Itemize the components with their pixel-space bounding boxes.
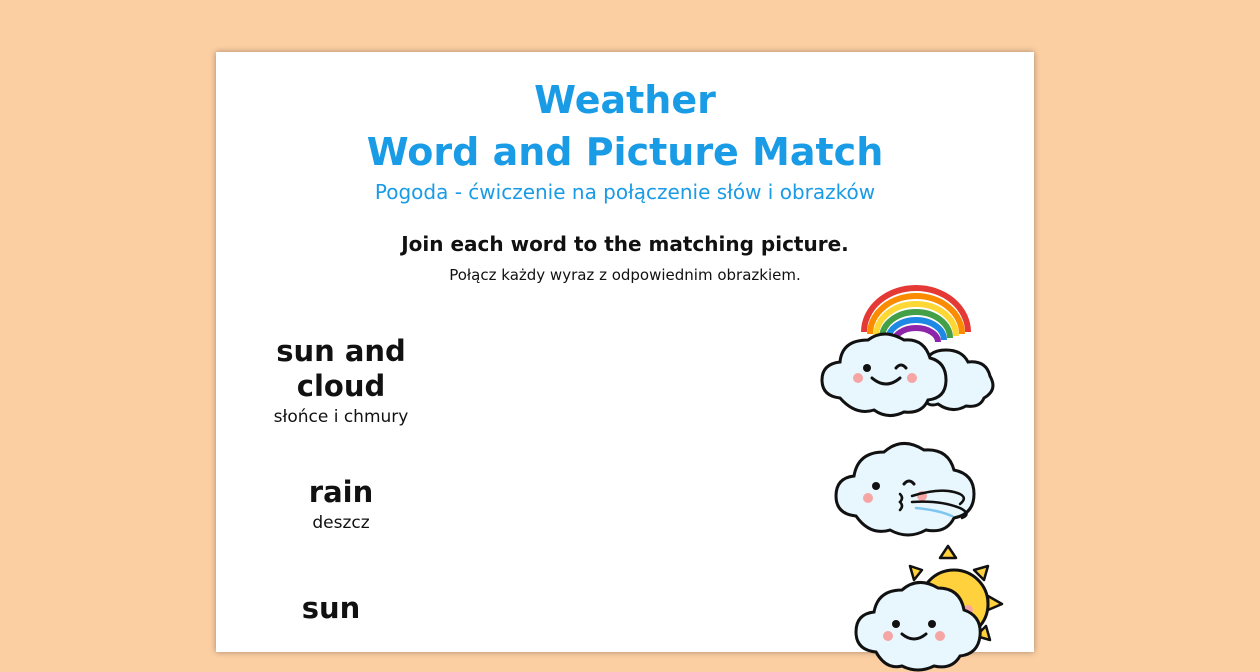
sun-cloud-icon[interactable] [836, 542, 1006, 672]
subtitle-polish: Pogoda - ćwiczenie na połączenie słów i obrazków [374, 180, 876, 204]
title-line-2: Word and Picture Match [366, 130, 884, 174]
rainbow-clouds-icon[interactable] [812, 284, 1002, 419]
word-item-rain[interactable] [251, 475, 431, 534]
instruction-polish: Połącz każdy wyraz z odpowiednim obrazkiem. [449, 266, 801, 284]
worksheet-page [216, 52, 1034, 652]
word-english: rain [308, 475, 374, 509]
title-line-1: Weather [534, 78, 716, 122]
word-item-sun[interactable] [241, 591, 421, 628]
instruction-english: Join each word to the matching picture. [401, 232, 849, 256]
word-polish: słońce i chmury [273, 407, 409, 427]
word-polish: deszcz [312, 513, 370, 533]
word-item-sun-and-cloud[interactable] [251, 334, 431, 428]
windy-cloud-icon[interactable] [828, 430, 988, 540]
word-english: sun and cloud [276, 334, 406, 403]
word-english: sun [301, 591, 361, 625]
